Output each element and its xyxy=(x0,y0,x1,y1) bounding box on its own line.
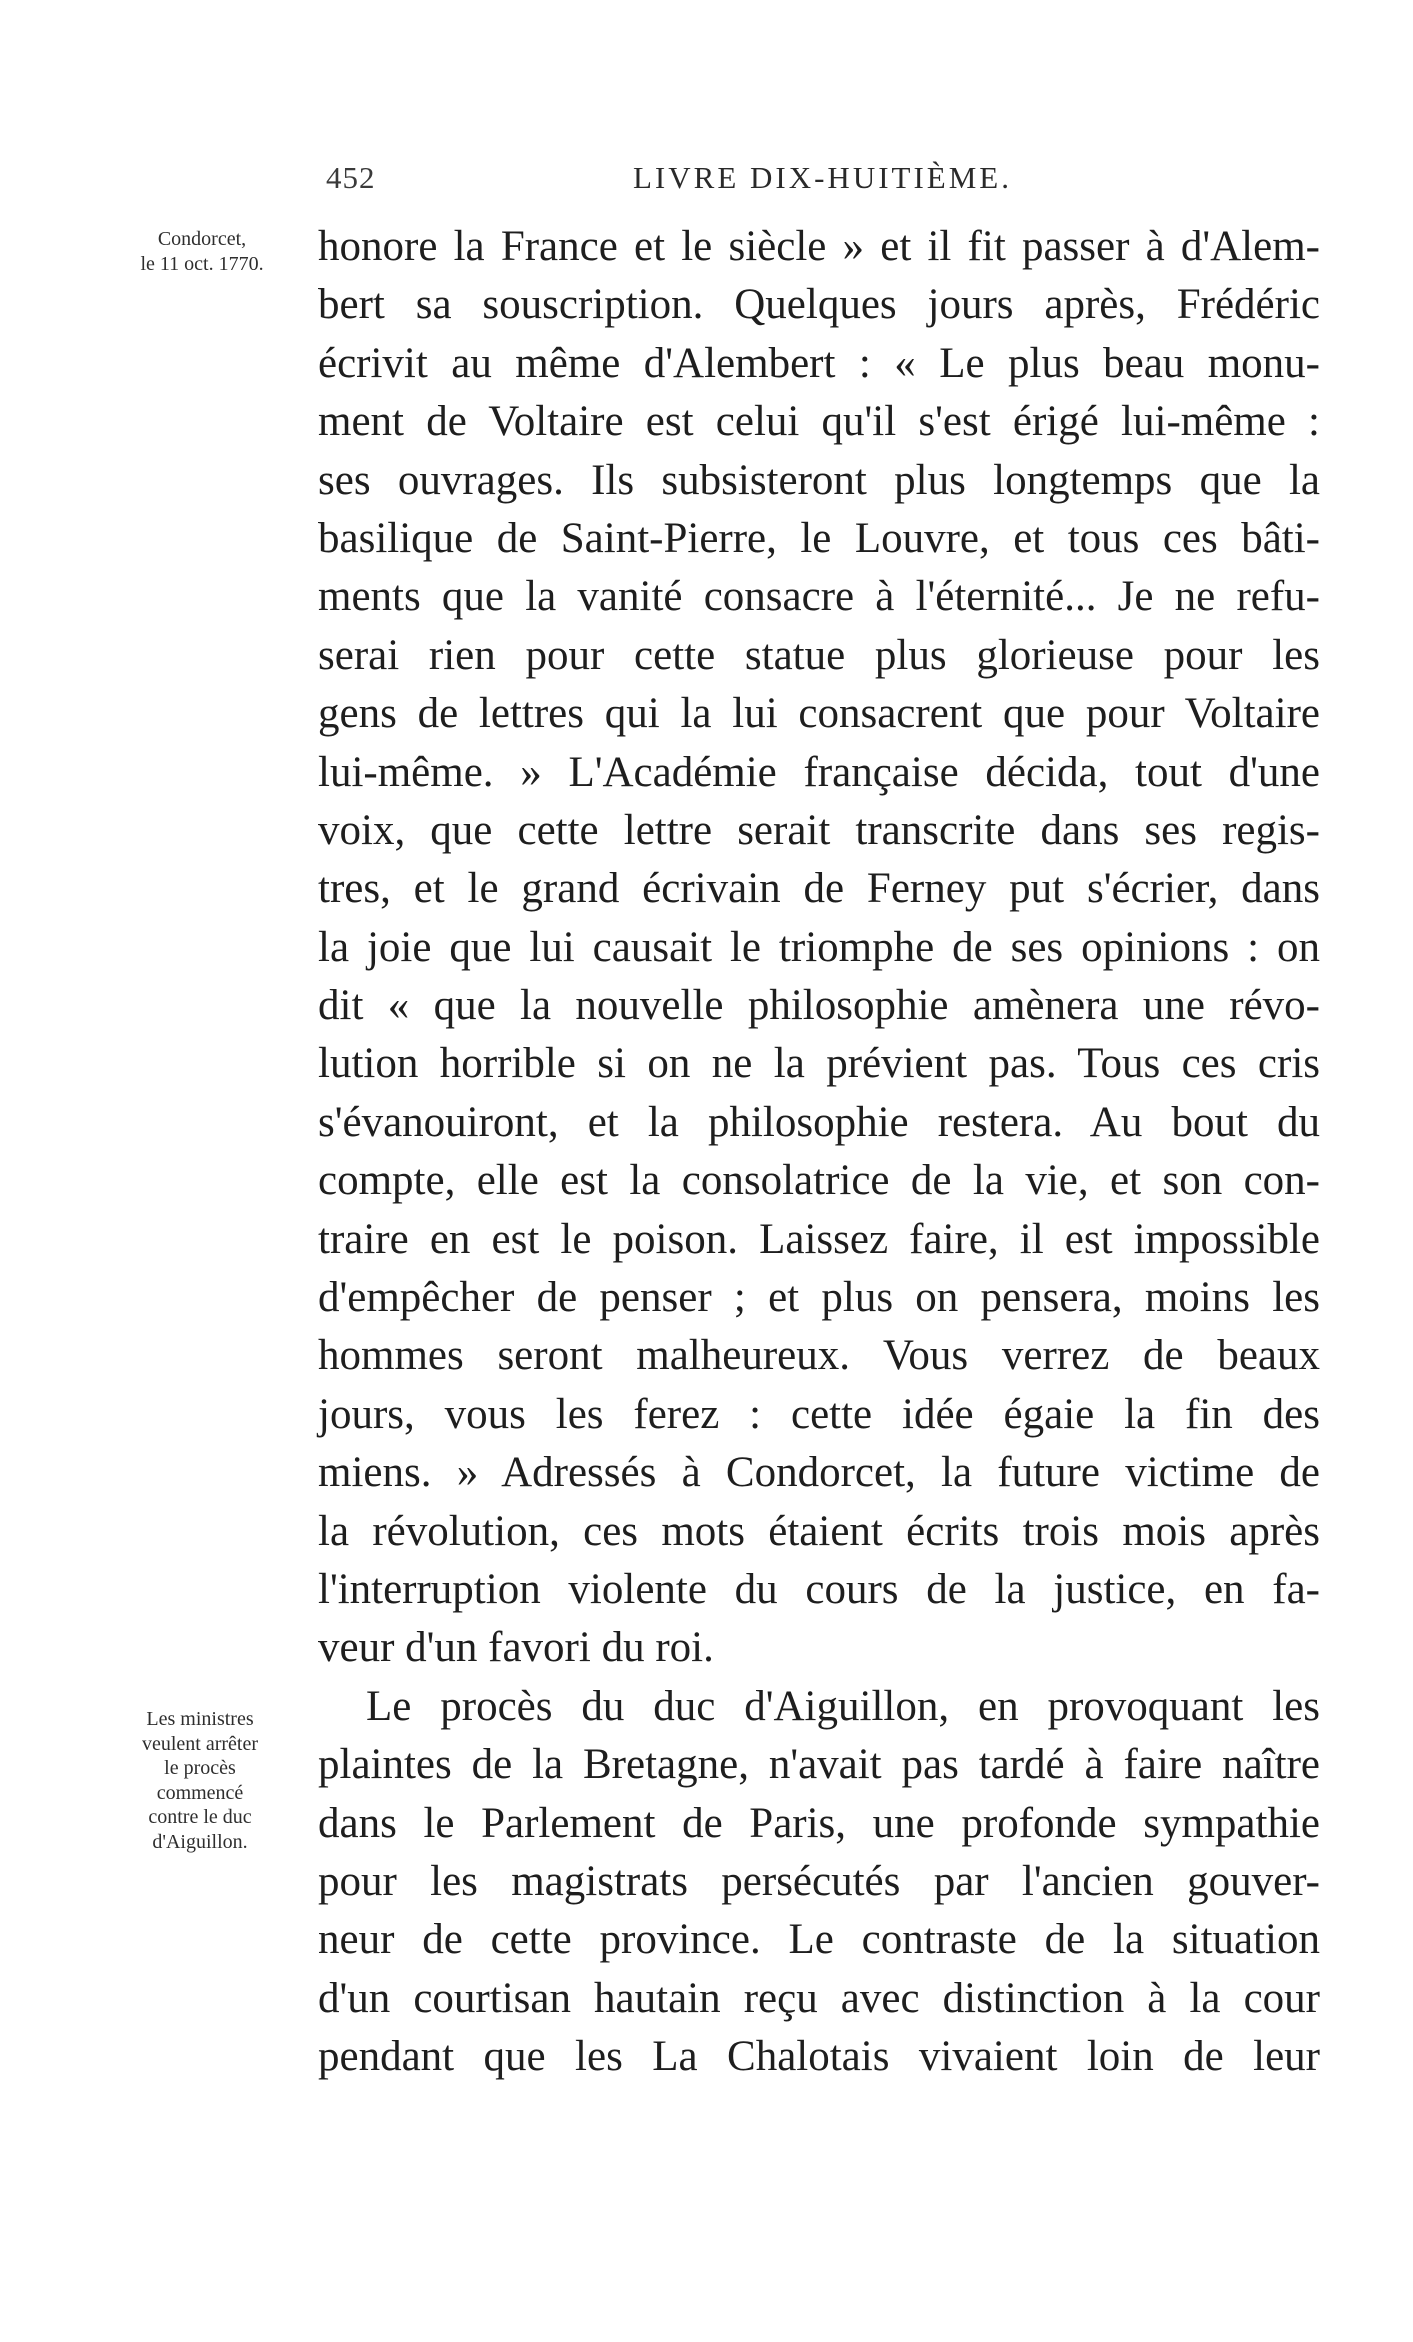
margin-note-ministres xyxy=(88,1707,312,1854)
text-line: dit « que la nouvelle philosophie amènera une révo- xyxy=(318,982,1320,1030)
text-line: la révolution, ces mots étaient écrits trois mois après xyxy=(318,1507,1320,1555)
text-line: l'interruption violente du cours de la justice, en fa- xyxy=(318,1565,1320,1613)
margin-note-line: contre le duc xyxy=(148,1806,252,1828)
text-line: pendant que les La Chalotais vivaient loin de leur xyxy=(318,2033,1320,2081)
margin-note-line: d'Aiguillon. xyxy=(152,1830,248,1853)
text-line: s'évanouiront, et la philosophie restera. Au bout du xyxy=(318,1098,1320,1146)
text-line: tres, et le grand écrivain de Ferney put s'écrier, dans xyxy=(318,865,1320,913)
text-line: ses ouvrages. Ils subsisteront plus longtemps que la xyxy=(318,456,1320,504)
text-line: dans le Parlement de Paris, une profonde sympathie xyxy=(318,1799,1320,1847)
text-line: écrivit au même d'Alembert : « Le plus beau monu- xyxy=(318,339,1320,387)
body-text xyxy=(318,218,1320,2087)
margin-note-line: Les ministres xyxy=(146,1708,254,1730)
text-line: compte, elle est la consolatrice de la vie, et son con- xyxy=(318,1157,1320,1205)
paragraph-start-line: Le procès du duc d'Aiguillon, en provoquant les xyxy=(366,1682,1320,1730)
text-line: traire en est le poison. Laissez faire, il est impossible xyxy=(318,1215,1320,1263)
text-line: pour les magistrats persécutés par l'ancien gouver- xyxy=(318,1857,1320,1905)
text-line: gens de lettres qui la lui consacrent que pour Voltaire xyxy=(318,690,1320,738)
page-number: 452 xyxy=(326,160,376,195)
text-line: plaintes de la Bretagne, n'avait pas tardé à faire naître xyxy=(318,1741,1320,1789)
margin-note-line: le 11 oct. 1770. xyxy=(140,252,264,275)
text-line: d'un courtisan hautain reçu avec distinction à la cour xyxy=(318,1974,1320,2022)
text-line: neur de cette province. Le contraste de la situation xyxy=(318,1916,1320,1964)
text-line: voix, que cette lettre serait transcrite dans ses regis- xyxy=(318,806,1320,854)
text-line: serai rien pour cette statue plus glorieuse pour les xyxy=(318,631,1320,679)
text-line: bert sa souscription. Quelques jours après, Frédéric xyxy=(318,281,1320,329)
text-line: miens. » Adressés à Condorcet, la future victime de xyxy=(318,1449,1320,1497)
text-line: ments que la vanité consacre à l'éternité... Je ne refu- xyxy=(318,573,1320,621)
running-title: LIVRE DIX-HUITIÈME. xyxy=(633,160,1012,195)
margin-note-line: commencé xyxy=(156,1781,244,1804)
page-header xyxy=(0,160,1413,200)
text-line: la joie que lui causait le triomphe de ses opinions : on xyxy=(318,923,1320,971)
text-line: basilique de Saint-Pierre, le Louvre, et tous ces bâti- xyxy=(318,514,1320,562)
text-line: hommes seront malheureux. Vous verrez de beaux xyxy=(318,1332,1320,1380)
margin-note-line: Condorcet, xyxy=(157,228,247,250)
margin-note-line: le procès xyxy=(164,1757,236,1779)
text-line: veur d'un favori du roi. xyxy=(318,1624,714,1672)
text-line: d'empêcher de penser ; et plus on pensera, moins les xyxy=(318,1274,1320,1322)
text-line: jours, vous les ferez : cette idée égaie la fin des xyxy=(318,1390,1320,1438)
margin-note-line: veulent arrêter xyxy=(141,1732,259,1755)
text-line: lui-même. » L'Académie française décida, tout d'une xyxy=(318,748,1320,796)
text-line: honore la France et le siècle » et il fit passer à d'Alem- xyxy=(318,223,1320,270)
margin-note-condorcet xyxy=(88,227,316,276)
text-line: ment de Voltaire est celui qu'il s'est érigé lui-même : xyxy=(318,398,1320,446)
text-line: lution horrible si on ne la prévient pas. Tous ces cris xyxy=(318,1040,1320,1088)
